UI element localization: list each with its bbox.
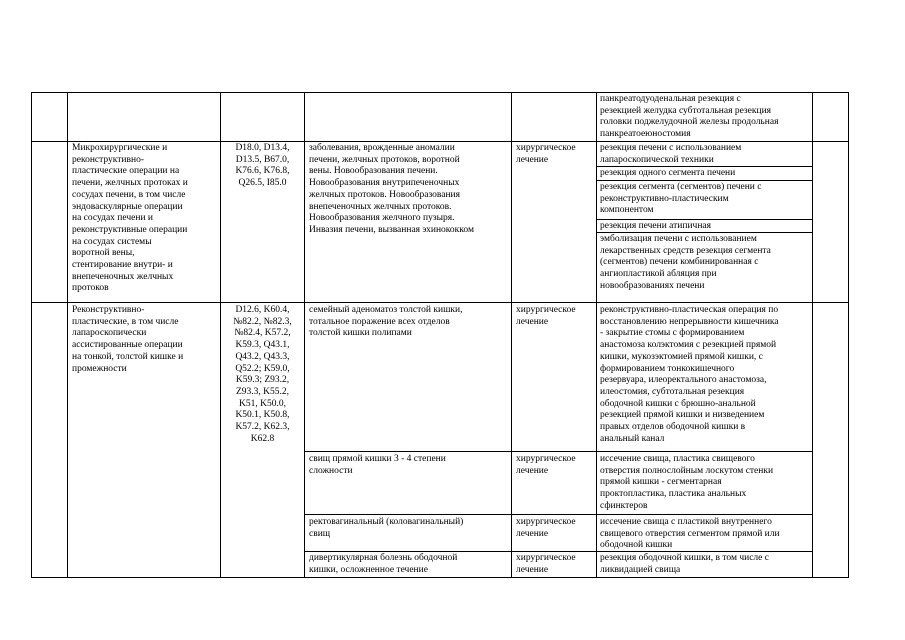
- text-line: резекция печени атипичная: [600, 221, 712, 231]
- text-line: №82.4, K57.2,: [234, 328, 291, 339]
- text-line: резекция сегмента (сегментов) печени с: [600, 182, 762, 192]
- text-line: головки поджелудочной железы продольная: [600, 117, 779, 128]
- text-line: Микрохирургические и: [72, 143, 168, 153]
- text-line: лечение: [516, 564, 549, 575]
- grid-line: [812, 92, 813, 578]
- grid-line: [511, 92, 512, 578]
- text-line: лечение: [516, 316, 549, 327]
- text-line: на сосудах системы: [72, 236, 152, 247]
- text-line: лечение: [516, 465, 549, 476]
- text-line: резекцией прямой кишки и низведением: [600, 410, 765, 421]
- text-line: Q26.5, I85.0: [238, 178, 287, 189]
- text-line: хирургическое: [516, 143, 576, 153]
- text-line: Инвазия печени, вызванная эхинококком: [309, 224, 474, 235]
- text-line: K51, K50.0,: [239, 398, 286, 409]
- text-line: Новообразования желчного пузыря.: [309, 213, 455, 224]
- text-line: панкреатодуоденальная резекция с: [600, 94, 741, 104]
- text-line: тотальное поражение всех отделов: [309, 316, 450, 327]
- cell-diseases: [309, 305, 462, 340]
- grid-line: [31, 577, 849, 578]
- text-line: D13.5, B67.0,: [235, 154, 290, 165]
- text-line: резекция одного сегмента печени: [600, 168, 736, 178]
- text-line: вены. Новообразования печени.: [309, 166, 438, 177]
- cell-treatment-type: [516, 143, 576, 166]
- text-line: анастомоза колэктомия с резекцией прямой: [600, 340, 777, 351]
- text-line: хирургическое: [516, 454, 576, 464]
- text-line: (сегментов) печени комбинированная с: [600, 257, 759, 268]
- text-line: Z93.3, K55.2,: [235, 386, 290, 397]
- text-line: ободочной кишки: [600, 540, 673, 551]
- text-line: ректовагинальный (коловагинальный): [309, 517, 464, 527]
- text-line: на тонкой, толстой кишке и: [72, 351, 184, 362]
- text-line: хирургическое: [516, 305, 576, 315]
- text-line: K59.3; Z93.2,: [235, 375, 290, 386]
- text-line: ангиопластикой абляция при: [600, 269, 717, 280]
- text-line: воротной вены,: [72, 248, 135, 259]
- text-line: сосудах печени, в том числе: [72, 189, 186, 200]
- cell-method: [600, 517, 780, 552]
- text-line: хирургическое: [516, 517, 576, 527]
- text-line: K59.3, Q43.1,: [235, 340, 290, 351]
- text-line: компонентом: [600, 205, 654, 216]
- cell-diseases: [309, 143, 474, 237]
- grid-line: [31, 92, 32, 578]
- text-line: эмболизация печени с использованием: [600, 234, 757, 244]
- text-line: свищ: [309, 528, 331, 539]
- text-line: Новообразования внутрипеченочных: [309, 178, 460, 189]
- text-line: реконструктивно-пластическая операция по: [600, 305, 779, 315]
- text-line: свищ прямой кишки 3 - 4 степени: [309, 454, 446, 464]
- text-line: внепеченочных желчных протоков.: [309, 201, 452, 212]
- text-line: резервуара, илеоректального анастомоза,: [600, 375, 767, 386]
- grid-line: [596, 180, 813, 181]
- text-line: K76.6, K76.8,: [235, 166, 290, 177]
- cell-operation-title: [72, 143, 188, 295]
- grid-line: [848, 92, 849, 578]
- grid-line: [304, 451, 813, 452]
- text-line: пластические операции на: [72, 166, 180, 177]
- cell-treatment-type: [516, 517, 576, 540]
- text-line: K62.8: [250, 433, 275, 444]
- text-line: иссечение свища, пластика свищевого: [600, 454, 755, 464]
- text-line: реконструктивные операции: [72, 224, 188, 235]
- text-line: пластические, в том числе: [72, 316, 179, 327]
- text-line: протоков: [72, 283, 109, 294]
- text-line: дивертикулярная болезнь ободочной: [309, 553, 458, 563]
- text-line: реконструктивно-пластическим: [600, 193, 729, 204]
- text-line: кишки, осложненное течение: [309, 564, 428, 575]
- text-line: ассистированные операции: [72, 340, 183, 351]
- text-line: лапароскопической техники: [600, 154, 714, 165]
- text-line: - закрытие стомы с формированием: [600, 328, 745, 339]
- grid-line: [31, 141, 849, 142]
- text-line: резекция печени с использованием: [600, 143, 742, 153]
- cell-treatment-type: [516, 454, 576, 477]
- cell-icd-codes: [221, 305, 304, 445]
- cell-method: [600, 221, 711, 233]
- text-line: отверстия полнослойным лоскутом стенки: [600, 465, 774, 476]
- cell-diseases: [309, 553, 457, 576]
- text-line: D12.6, K60.4,: [235, 305, 290, 315]
- text-line: лечение: [516, 528, 549, 539]
- cell-treatment-type: [516, 305, 576, 328]
- text-line: №82.2, №82.3,: [233, 316, 292, 327]
- text-line: сложности: [309, 465, 353, 476]
- text-line: D18.0, D13.4,: [235, 143, 290, 153]
- text-line: толстой кишки полипами: [309, 328, 412, 339]
- text-line: новообразованиях печени: [600, 280, 705, 291]
- text-line: формированием тонкокишечного: [600, 363, 735, 374]
- grid-line: [304, 92, 305, 578]
- cell-method: [600, 143, 741, 166]
- text-line: хирургическое: [516, 553, 576, 563]
- text-line: восстановлению непрерывности кишечника: [600, 316, 779, 327]
- text-line: печени, желчных протоков, воротной: [309, 154, 460, 165]
- text-line: кишки, мукозэктомией прямой кишки, с: [600, 351, 763, 362]
- cell-icd-codes: [221, 143, 304, 190]
- cell-treatment-type: [516, 553, 576, 576]
- cell-diseases: [309, 517, 463, 540]
- text-line: Q43.2, Q43.3,: [235, 351, 290, 362]
- grid-line: [304, 514, 813, 515]
- text-line: лапароскопически: [72, 328, 147, 339]
- text-line: на сосудах печени и: [72, 213, 153, 224]
- text-line: ликвидацией свища: [600, 564, 681, 575]
- cell-operation-title: [72, 305, 183, 375]
- cell-method-top: [600, 94, 778, 141]
- grid-line: [596, 219, 813, 220]
- text-line: Реконструктивно-: [72, 305, 145, 315]
- text-line: свищевого отверстия сегментом прямой или: [600, 528, 780, 539]
- text-line: прямой кишки - сегментарная: [600, 477, 722, 488]
- text-line: резекция ободочной кишки, в том числе с: [600, 553, 769, 563]
- text-line: желчных протоков. Новообразования: [309, 189, 461, 200]
- text-line: реконструктивно-: [72, 154, 145, 165]
- grid-line: [31, 92, 849, 93]
- text-line: анальный канал: [600, 433, 665, 444]
- text-line: заболевания, врожденные аномалии: [309, 143, 455, 153]
- cell-method: [600, 168, 735, 180]
- text-line: печени, желчных протоках и: [72, 178, 188, 189]
- text-line: Q52.2; K59.0,: [235, 363, 290, 374]
- cell-method: [600, 553, 769, 576]
- cell-method: [600, 305, 779, 445]
- text-line: лекарственных средств резекция сегмента: [600, 245, 771, 256]
- text-line: промежности: [72, 363, 127, 374]
- grid-line: [67, 92, 68, 578]
- grid-line: [596, 92, 597, 578]
- text-line: иссечение свища с пластикой внутреннего: [600, 517, 772, 527]
- text-line: внепеченочных желчных: [72, 271, 174, 282]
- text-line: лечение: [516, 154, 549, 165]
- text-line: стентирование внутри- и: [72, 260, 173, 271]
- cell-method: [600, 182, 762, 217]
- cell-diseases: [309, 454, 446, 477]
- text-line: проктопластика, пластика анальных: [600, 489, 747, 500]
- text-line: K57.2, K62.3,: [235, 422, 290, 433]
- text-line: K50.1, K50.8,: [235, 410, 290, 421]
- text-line: илеостомия, субтотальная резекция: [600, 386, 745, 397]
- text-line: ободочной кишки с брюшно-анальной: [600, 398, 756, 409]
- text-line: эндоваскулярные операции: [72, 201, 183, 212]
- text-line: панкреатоеюностомия: [600, 129, 691, 140]
- text-line: сфинктеров: [600, 500, 648, 511]
- grid-line: [31, 302, 849, 303]
- text-line: правых отделов ободочной кишки в: [600, 422, 746, 433]
- cell-method: [600, 454, 773, 513]
- text-line: семейный аденоматоз толстой кишки,: [309, 305, 463, 315]
- text-line: резекцией желудка субтотальная резекция: [600, 105, 772, 116]
- cell-method: [600, 234, 771, 293]
